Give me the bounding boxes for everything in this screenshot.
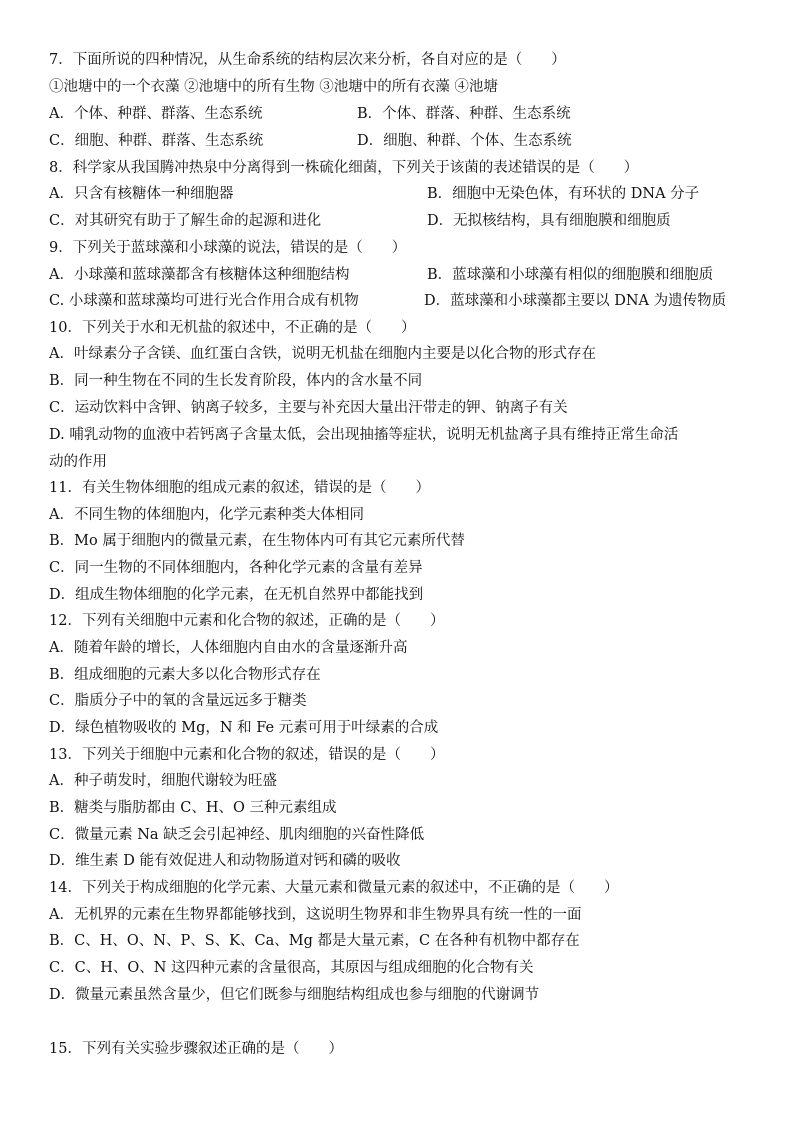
- question-11-stem: 11．有关生物体细胞的组成元素的叙述，错误的是（ ）: [49, 480, 430, 496]
- question-10-option-d-cont: 动的作用: [49, 454, 107, 470]
- question-11-option-c: C．同一生物的不同体细胞内，各种化学元素的含量有差异: [49, 560, 423, 576]
- question-13-option-d: D．维生素 D 能有效促进人和动物肠道对钙和磷的吸收: [49, 853, 401, 869]
- question-11-option-d: D．组成生物体细胞的化学元素，在无机自然界中都能找到: [49, 587, 424, 603]
- question-7-option-b: B．个体、群落、种群、生态系统: [357, 106, 571, 122]
- question-12-option-c: C．脂质分子中的氧的含量远远多于糖类: [49, 693, 307, 709]
- question-10-option-c: C．运动饮料中含钾、钠离子较多，主要与补充因大量出汗带走的钾、钠离子有关: [49, 400, 568, 416]
- question-15-stem: 15．下列有关实验步骤叙述正确的是（ ）: [49, 1041, 343, 1057]
- question-7-option-c: C．细胞、种群、群落、生态系统: [49, 133, 264, 149]
- question-14-option-d: D．微量元素虽然含量少，但它们既参与细胞结构组成也参与细胞的代谢调节: [49, 987, 540, 1003]
- question-11-option-a: A．不同生物的体细胞内，化学元素种类大体相同: [49, 507, 364, 523]
- question-13-option-b: B．糖类与脂肪都由 C、H、O 三种元素组成: [49, 800, 337, 816]
- question-8-option-a: A．只含有核糖体一种细胞器: [49, 186, 234, 202]
- question-7-items: ①池塘中的一个衣藻 ②池塘中的所有生物 ③池塘中的所有衣藻 ④池塘: [49, 79, 498, 95]
- question-13-option-a: A．种子萌发时，细胞代谢较为旺盛: [49, 773, 277, 789]
- question-8-stem: 8．科学家从我国腾冲热泉中分离得到一株硫化细菌，下列关于该菌的表述错误的是（ ）: [49, 160, 639, 176]
- question-10-stem: 10．下列关于水和无机盐的叙述中，不正确的是（ ）: [49, 320, 416, 336]
- question-8-option-c: C．对其研究有助于了解生命的起源和进化: [49, 213, 322, 229]
- question-10-option-a: A．叶绿素分子含镁、血红蛋白含铁，说明无机盐在细胞内主要是以化合物的形式存在: [49, 346, 596, 362]
- question-13-option-c: C．微量元素 Na 缺乏会引起神经、肌肉细胞的兴奋性降低: [49, 827, 425, 843]
- question-10-option-b: B．同一种生物在不同的生长发育阶段，体内的含水量不同: [49, 373, 423, 389]
- question-12-stem: 12．下列有关细胞中元素和化合物的叙述，正确的是（ ）: [49, 613, 445, 629]
- question-11-option-b: B．Mo 属于细胞内的微量元素，在生物体内可有其它元素所代替: [49, 533, 465, 549]
- question-9-option-d: D．蓝球藻和小球藻都主要以 DNA 为遗传物质: [424, 293, 727, 309]
- question-12-option-d: D．绿色植物吸收的 Mg，N 和 Fe 元素可用于叶绿素的合成: [49, 720, 439, 736]
- question-14-option-a: A．无机界的元素在生物界都能够找到，这说明生物界和非生物界具有统一性的一面: [49, 907, 582, 923]
- question-10-option-d: D. 哺乳动物的血液中若钙离子含量太低，会出现抽搐等症状，说明无机盐离子具有维持正常生命活: [49, 427, 679, 443]
- question-7-option-a: A．个体、种群、群落、生态系统: [49, 106, 263, 122]
- question-9-option-c: C. 小球藻和蓝球藻均可进行光合作用合成有机物: [49, 293, 359, 309]
- question-9-option-b: B．蓝球藻和小球藻有相似的细胞膜和细胞质: [427, 267, 714, 283]
- question-13-stem: 13．下列关于细胞中元素和化合物的叙述，错误的是（ ）: [49, 747, 445, 763]
- question-9-option-a: A．小球藻和蓝球藻都含有核糖体这种细胞结构: [49, 267, 350, 283]
- question-12-option-a: A．随着年龄的增长，人体细胞内自由水的含量逐渐升高: [49, 640, 408, 656]
- question-9-stem: 9．下列关于蓝球藻和小球藻的说法，错误的是（ ）: [49, 240, 407, 256]
- question-8-option-d: D．无拟核结构，具有细胞膜和细胞质: [427, 213, 671, 229]
- question-7-option-d: D．细胞、种群、个体、生态系统: [357, 133, 572, 149]
- question-7-stem: 7．下面所说的四种情况，从生命系统的结构层次来分析，各自对应的是（ ）: [49, 52, 566, 68]
- question-14-option-b: B．C、H、O、N、P、S、K、Ca、Mg 都是大量元素，C 在各种有机物中都存在: [49, 933, 580, 949]
- question-14-stem: 14．下列关于构成细胞的化学元素、大量元素和微量元素的叙述中，不正确的是（ ）: [49, 880, 619, 896]
- question-8-option-b: B．细胞中无染色体，有环状的 DNA 分子: [427, 186, 700, 202]
- question-12-option-b: B．组成细胞的元素大多以化合物形式存在: [49, 667, 321, 683]
- question-14-option-c: C．C、H、O、N 这四种元素的含量很高，其原因与组成细胞的化合物有关: [49, 960, 534, 976]
